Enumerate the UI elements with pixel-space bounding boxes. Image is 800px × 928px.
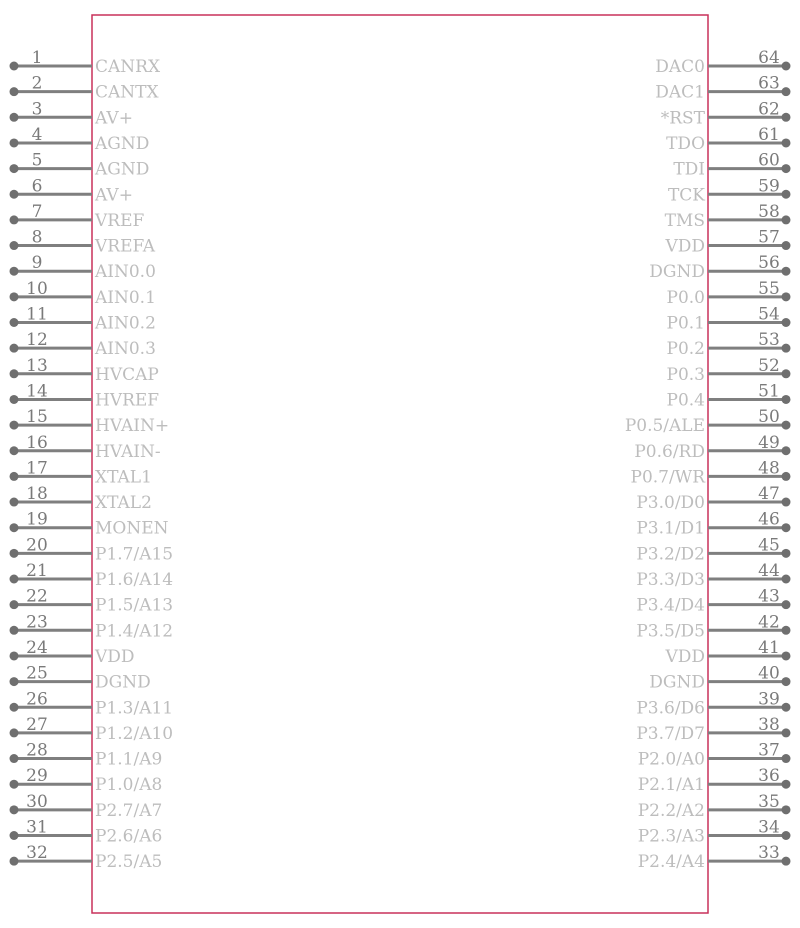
pin-1	[10, 48, 161, 77]
pin-endpoint-dot	[10, 523, 19, 532]
pin-42	[636, 612, 790, 641]
pin-endpoint-dot	[782, 677, 791, 686]
pin-endpoint-dot	[782, 344, 791, 353]
pin-number: 29	[26, 766, 48, 787]
pin-label: P3.2/D2	[636, 544, 705, 565]
pin-number: 11	[26, 304, 48, 325]
pin-endpoint-dot	[782, 421, 791, 430]
pin-label: *RST	[660, 108, 705, 129]
pin-label: P1.6/A14	[95, 570, 174, 590]
pin-endpoint-dot	[782, 472, 791, 481]
pin-number: 20	[26, 535, 48, 556]
pin-label: P1.1/A9	[95, 749, 163, 770]
pin-number: 27	[26, 714, 48, 735]
pin-number: 1	[31, 48, 43, 68]
pin-label: P2.3/A3	[637, 826, 705, 847]
pin-number: 57	[758, 227, 780, 248]
pin-label: P0.3	[666, 364, 705, 385]
pin-label: DGND	[649, 672, 705, 693]
pin-endpoint-dot	[10, 292, 19, 301]
pin-label: DGND	[649, 262, 705, 283]
pin-label: VDD	[665, 236, 705, 257]
pin-endpoint-dot	[782, 138, 791, 147]
pin-label: DAC1	[655, 82, 705, 103]
pin-number: 42	[758, 612, 780, 633]
pin-endpoint-dot	[782, 754, 791, 763]
pin-label: CANRX	[95, 57, 161, 77]
pin-label: P2.1/A1	[637, 775, 705, 796]
pin-number: 62	[758, 99, 780, 120]
pin-number: 8	[31, 227, 43, 248]
pin-endpoint-dot	[10, 703, 19, 712]
pin-56	[649, 253, 790, 282]
pin-3	[10, 99, 133, 128]
pin-number: 55	[758, 278, 780, 299]
pin-number: 63	[758, 73, 780, 94]
pin-endpoint-dot	[10, 87, 19, 96]
pin-label: P3.4/D4	[636, 595, 705, 616]
pin-number: 37	[758, 740, 780, 761]
pin-label: P1.4/A12	[95, 621, 174, 642]
pin-label: TCK	[667, 185, 705, 206]
pin-43	[636, 587, 790, 616]
pin-number: 13	[26, 355, 48, 376]
pin-number: 30	[26, 791, 48, 812]
pin-55	[667, 279, 791, 308]
pin-number: 4	[31, 124, 43, 145]
pin-endpoint-dot	[10, 677, 19, 686]
pin-19	[10, 510, 169, 539]
ic-body-outline	[92, 15, 708, 913]
pin-label: XTAL2	[95, 493, 152, 514]
pin-label: TDI	[673, 159, 705, 180]
pin-label: P0.5/ALE	[624, 416, 705, 437]
pin-number: 17	[26, 458, 48, 479]
pin-endpoint-dot	[10, 344, 19, 353]
pin-label: P0.6/RD	[634, 441, 705, 462]
pin-number: 48	[758, 458, 780, 479]
pin-36	[638, 766, 791, 795]
pin-number: 5	[31, 150, 43, 171]
pin-endpoint-dot	[782, 626, 791, 635]
pin-number: 47	[758, 484, 780, 505]
pin-label: P3.1/D1	[636, 518, 705, 539]
pin-endpoint-dot	[10, 472, 19, 481]
pin-54	[667, 305, 791, 334]
pin-label: P3.7/D7	[636, 723, 705, 744]
pin-endpoint-dot	[782, 369, 791, 378]
pin-10	[10, 279, 156, 308]
pin-28	[10, 741, 163, 770]
pin-number: 52	[758, 355, 780, 376]
pin-endpoint-dot	[782, 267, 791, 276]
pin-endpoint-dot	[782, 600, 791, 609]
pin-number: 44	[758, 561, 780, 581]
pin-38	[636, 715, 790, 744]
pin-label: P0.0	[666, 287, 705, 308]
pin-label: TMS	[664, 210, 705, 231]
pin-32	[10, 843, 163, 872]
pin-number: 25	[26, 663, 48, 684]
pin-64	[655, 48, 790, 77]
pin-endpoint-dot	[782, 292, 791, 301]
pin-endpoint-dot	[782, 575, 791, 584]
pin-endpoint-dot	[10, 600, 19, 609]
pin-number: 43	[758, 586, 780, 607]
pin-40	[649, 664, 790, 693]
pin-number: 16	[26, 432, 48, 453]
pin-number: 32	[26, 843, 48, 864]
pin-endpoint-dot	[782, 395, 791, 404]
pin-label: P1.5/A13	[95, 595, 174, 616]
pin-endpoint-dot	[10, 651, 19, 660]
pin-31	[10, 818, 163, 847]
pin-label: HVREF	[95, 390, 160, 411]
pin-48	[631, 458, 791, 487]
pin-label: P2.0/A0	[637, 749, 705, 770]
pin-label: P1.7/A15	[95, 544, 174, 565]
pin-number: 24	[26, 637, 48, 658]
pin-number: 7	[31, 201, 43, 222]
pin-14	[10, 381, 160, 410]
pin-number: 58	[758, 201, 780, 222]
pin-endpoint-dot	[782, 87, 791, 96]
pin-8	[10, 228, 156, 257]
pin-24	[10, 638, 135, 667]
pin-label: AIN0.2	[95, 313, 156, 334]
pin-label: VREF	[95, 210, 145, 231]
pin-endpoint-dot	[782, 62, 791, 71]
pin-label: P3.6/D6	[636, 698, 705, 719]
pin-number: 46	[758, 509, 780, 530]
pin-endpoint-dot	[782, 498, 791, 507]
pin-25	[10, 664, 151, 693]
pin-endpoint-dot	[10, 318, 19, 327]
pin-number: 51	[758, 381, 780, 402]
pin-number: 35	[758, 791, 780, 812]
pin-endpoint-dot	[782, 446, 791, 455]
pin-label: P3.5/D5	[636, 621, 705, 642]
pin-number: 49	[758, 432, 780, 453]
pin-endpoint-dot	[10, 831, 19, 840]
pin-label: P3.0/D0	[636, 493, 705, 514]
pin-endpoint-dot	[782, 113, 791, 122]
pin-53	[667, 330, 791, 359]
pin-label: HVCAP	[95, 364, 159, 385]
pin-endpoint-dot	[10, 754, 19, 763]
pin-4	[10, 125, 150, 154]
pin-number: 40	[758, 663, 780, 684]
pin-endpoint-dot	[782, 703, 791, 712]
pin-label: AIN0.1	[95, 287, 156, 308]
pin-number: 2	[31, 73, 43, 94]
pin-44	[636, 561, 790, 590]
pin-label: AGND	[95, 159, 150, 180]
pin-label: P0.2	[666, 339, 705, 360]
pin-29	[10, 766, 163, 795]
pin-number: 33	[758, 843, 780, 864]
pin-label: TDO	[666, 133, 705, 154]
pin-34	[638, 818, 791, 847]
pin-number: 54	[758, 304, 780, 325]
pin-endpoint-dot	[782, 241, 791, 250]
pin-endpoint-dot	[10, 626, 19, 635]
pin-endpoint-dot	[10, 780, 19, 789]
pin-endpoint-dot	[782, 728, 791, 737]
pin-endpoint-dot	[782, 857, 791, 866]
pin-17	[10, 458, 152, 487]
pin-endpoint-dot	[10, 446, 19, 455]
pin-46	[636, 510, 790, 539]
pin-label: P0.4	[666, 390, 705, 411]
pin-number: 10	[26, 278, 48, 299]
pin-endpoint-dot	[10, 498, 19, 507]
pin-endpoint-dot	[782, 831, 791, 840]
pin-endpoint-dot	[782, 215, 791, 224]
pin-endpoint-dot	[782, 190, 791, 199]
pin-label: XTAL1	[95, 467, 152, 488]
pin-endpoint-dot	[10, 215, 19, 224]
pin-label: DGND	[95, 672, 151, 693]
pin-58	[665, 202, 791, 231]
pin-endpoint-dot	[10, 549, 19, 558]
pin-number: 61	[758, 124, 780, 145]
pin-63	[655, 74, 790, 103]
pin-label: P2.4/A4	[637, 852, 705, 873]
pin-label: AIN0.3	[95, 339, 156, 360]
pin-endpoint-dot	[10, 138, 19, 147]
pin-endpoint-dot	[10, 369, 19, 378]
pin-endpoint-dot	[10, 62, 19, 71]
pin-number: 26	[26, 689, 48, 710]
pin-label: VDD	[665, 646, 705, 667]
pin-number: 23	[26, 612, 48, 633]
pin-label: P0.1	[666, 313, 705, 334]
pin-61	[666, 125, 790, 154]
pin-label: VDD	[95, 646, 135, 667]
pin-18	[10, 484, 152, 513]
pin-number: 53	[758, 330, 780, 351]
pin-11	[10, 305, 156, 334]
pin-7	[10, 202, 145, 231]
pin-number: 34	[758, 817, 780, 838]
pin-39	[636, 689, 790, 718]
pin-endpoint-dot	[10, 164, 19, 173]
pin-30	[10, 792, 163, 821]
pin-16	[10, 433, 161, 462]
pin-label: P0.7/WR	[630, 467, 705, 488]
pin-number: 12	[26, 330, 48, 351]
pin-label: HVAIN-	[95, 441, 161, 462]
pin-label: AIN0.0	[95, 262, 156, 283]
pin-number: 56	[758, 253, 780, 274]
pin-endpoint-dot	[782, 549, 791, 558]
pin-endpoint-dot	[10, 395, 19, 404]
pin-label: P2.5/A5	[95, 852, 163, 873]
pin-47	[636, 484, 790, 513]
pin-2	[10, 74, 160, 103]
pin-15	[10, 407, 170, 436]
pin-label: CANTX	[95, 82, 159, 103]
pin-number: 59	[758, 176, 780, 197]
pin-number: 22	[26, 586, 48, 607]
pin-endpoint-dot	[782, 805, 791, 814]
pin-number: 21	[26, 561, 48, 581]
pin-label: P1.3/A11	[95, 698, 174, 719]
pin-57	[664, 228, 790, 257]
pin-number: 14	[26, 381, 48, 402]
pin-45	[636, 535, 790, 564]
pin-endpoint-dot	[782, 523, 791, 532]
pin-label: HVAIN+	[95, 416, 170, 437]
pin-number: 64	[758, 48, 780, 68]
pin-number: 3	[31, 99, 43, 120]
pin-endpoint-dot	[10, 113, 19, 122]
pin-number: 6	[31, 176, 43, 197]
pin-number: 38	[758, 714, 780, 735]
pin-37	[638, 741, 791, 770]
pin-endpoint-dot	[782, 651, 791, 660]
pin-number: 18	[26, 484, 48, 505]
pin-label: P2.7/A7	[95, 800, 163, 821]
pin-number: 60	[758, 150, 780, 171]
pin-13	[10, 356, 159, 385]
pin-number: 19	[26, 509, 48, 530]
pin-number: 36	[758, 766, 780, 787]
pin-number: 45	[758, 535, 780, 556]
pin-label: AV+	[95, 185, 133, 206]
pin-5	[10, 151, 150, 180]
pin-endpoint-dot	[10, 421, 19, 430]
pin-label: MONEN	[95, 518, 169, 539]
pin-33	[638, 843, 791, 872]
pin-label: P2.2/A2	[637, 800, 705, 821]
pin-endpoint-dot	[10, 805, 19, 814]
pin-number: 50	[758, 407, 780, 428]
pin-endpoint-dot	[782, 164, 791, 173]
pin-label: VREFA	[95, 236, 156, 257]
pin-endpoint-dot	[10, 857, 19, 866]
pin-number: 39	[758, 689, 780, 710]
pin-label: AGND	[95, 133, 150, 154]
pin-endpoint-dot	[10, 190, 19, 199]
pin-endpoint-dot	[10, 267, 19, 276]
pin-49	[634, 433, 790, 462]
pin-12	[10, 330, 156, 359]
pin-label: P1.0/A8	[95, 775, 163, 796]
pin-endpoint-dot	[10, 728, 19, 737]
pin-endpoint-dot	[782, 318, 791, 327]
pin-number: 31	[26, 817, 48, 838]
pin-label: P1.2/A10	[95, 723, 174, 744]
pin-label: P3.3/D3	[636, 570, 705, 590]
pin-51	[667, 381, 791, 410]
pin-label: DAC0	[655, 57, 705, 77]
pin-52	[667, 356, 791, 385]
pin-62	[661, 99, 791, 128]
pin-endpoint-dot	[10, 575, 19, 584]
pin-59	[668, 176, 791, 205]
pin-label: P2.6/A6	[95, 826, 163, 847]
pin-label: AV+	[95, 108, 133, 129]
pin-endpoint-dot	[10, 241, 19, 250]
pin-number: 41	[758, 637, 780, 658]
pin-number: 28	[26, 740, 48, 761]
pin-6	[10, 176, 133, 205]
pin-number: 9	[31, 253, 43, 274]
pin-number: 15	[26, 407, 48, 428]
pin-41	[664, 638, 790, 667]
pin-35	[638, 792, 791, 821]
pin-60	[673, 151, 790, 180]
pin-9	[10, 253, 156, 282]
pin-endpoint-dot	[782, 780, 791, 789]
